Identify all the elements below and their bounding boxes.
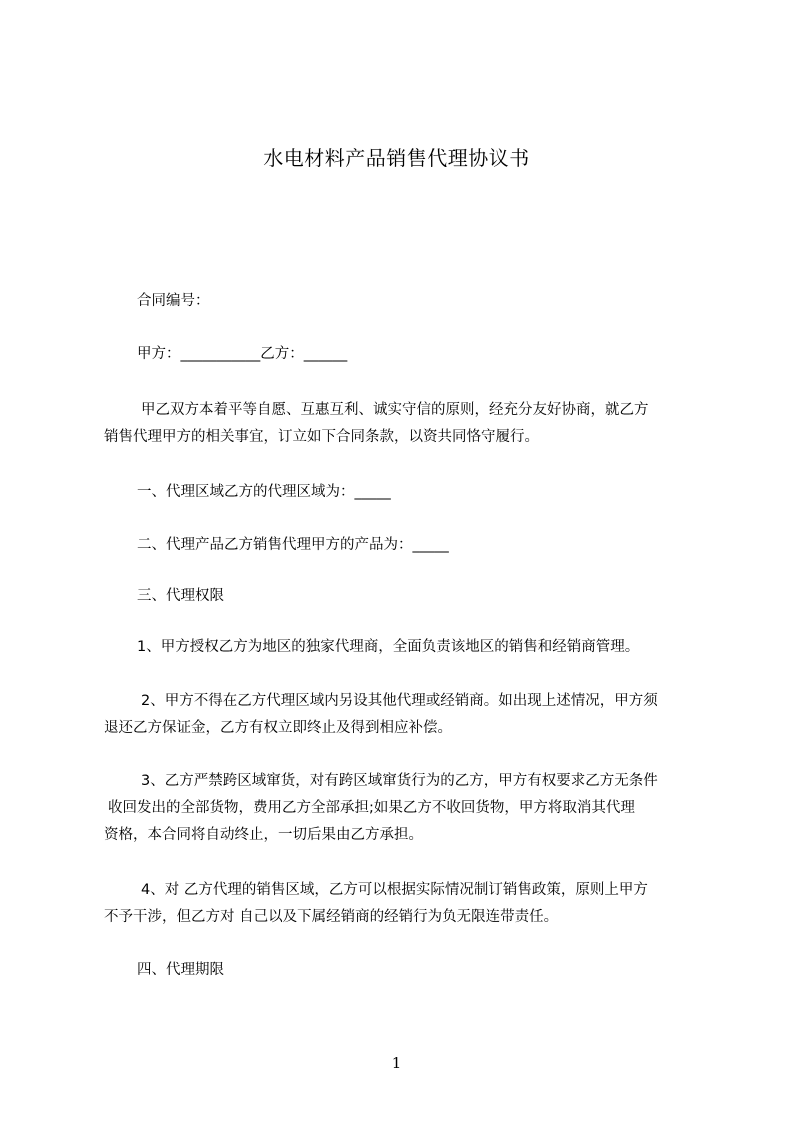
item-1-line-1: 1、甲方授权乙方为地区的独家代理商，全面负责该地区的销售和经销商管理。	[137, 639, 640, 655]
document-title: 水电材料产品销售代理协议书	[263, 146, 530, 170]
intro-line-2: 销售代理甲方的相关事宜，订立如下合同条款，以资共同恪守履行。	[104, 429, 539, 445]
page-number: 1	[391, 1054, 402, 1072]
item-4-line-1: 4、对 乙方代理的销售区域，乙方可以根据实际情况制订销售政策，原则上甲方	[141, 882, 648, 898]
contract-number-label: 合同编号：	[137, 293, 210, 309]
parties-line: 甲方：___________乙方：______	[137, 346, 348, 362]
item-2-line-2: 退还乙方保证金，乙方有权立即终止及得到相应补偿。	[104, 720, 452, 736]
item-4-line-2: 不予干涉，但乙方对 自己以及下属经销商的经销行为负无限连带责任。	[104, 909, 559, 925]
section-2-heading: 二、代理产品乙方销售代理甲方的产品为：_____	[137, 537, 449, 553]
section-3-heading: 三、代理权限	[137, 588, 224, 604]
section-1-heading: 一、代理区域乙方的代理区域为：_____	[137, 484, 391, 500]
item-2-line-1: 2、甲方不得在乙方代理区域内另设其他代理或经销商。如出现上述情况，甲方须	[141, 693, 658, 709]
item-3-line-3: 资格，本合同将自动终止，一切后果由乙方承担。	[104, 827, 423, 843]
item-3-line-1: 3、乙方严禁跨区域窜货，对有跨区域窜货行为的乙方，甲方有权要求乙方无条件	[141, 773, 658, 789]
section-4-heading: 四、代理期限	[137, 962, 224, 978]
intro-line-1: 甲乙双方本着平等自愿、互惠互利、诚实守信的原则，经充分友好协商，就乙方	[141, 402, 649, 418]
item-3-line-2: 收回发出的全部货物，费用乙方全部承担;如果乙方不收回货物，甲方将取消其代理	[108, 800, 635, 816]
